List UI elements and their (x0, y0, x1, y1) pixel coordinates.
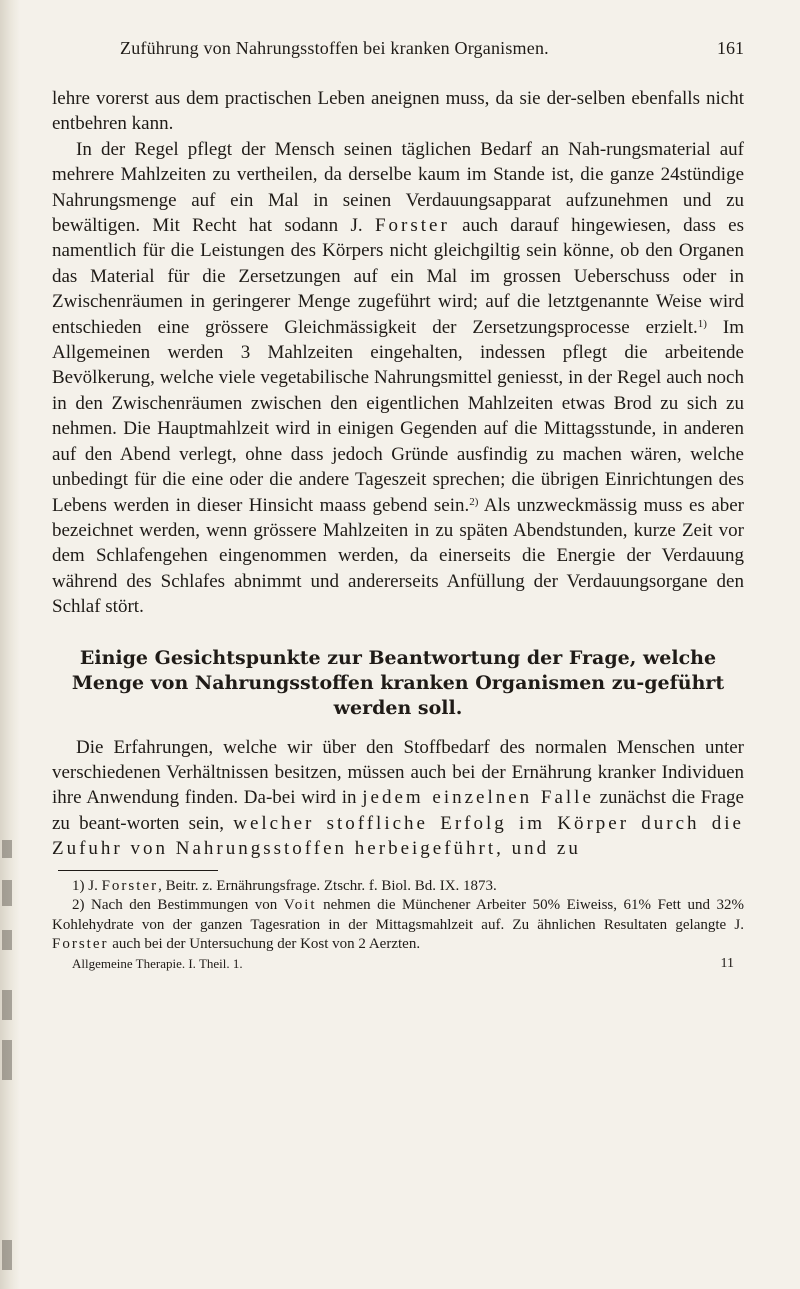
page-number: 161 (717, 38, 744, 58)
footnote-ref-1: 1) (697, 317, 707, 330)
footnote-1-number: 1) (72, 877, 85, 894)
body-text (52, 86, 744, 620)
spine-mark (2, 840, 12, 858)
spaced-emphasis: jedem einzelnen Falle (362, 787, 594, 809)
book-page (52, 38, 744, 976)
spine-mark (2, 930, 12, 950)
page-spine-shadow (0, 0, 20, 1289)
signature-text: Allgemeine Therapie. I. Theil. 1. (72, 955, 243, 971)
spine-mark (2, 1240, 12, 1270)
footnote-2 (52, 896, 744, 955)
paragraph-meals-cont2: Im Allgemeinen werden 3 Mahlzeiten eingehalten, indessen pflegt die arbeitende Bevölkerung, welche viele vegetabilische Nahrungsmittel geniesst, in der Regel auch noch in den Zwischenräumen zwischen den eigentlichen Mahlzeiten etwas Brod zu sich zu nehmen. Die Hauptmahlzeit wird in einigen Gegenden auf die Mittagsstunde, in anderen auf den Abend verlegt, ohne dass jedoch Gründe ausfindig zu machen wären, welche unbedingt für die eine oder die andere Tageszeit sprechen; die übrigen Einrichtungen des Lebens werden in dieser Hinsicht maass gebend sein. (52, 316, 745, 516)
footnote-ref-2: 2) (469, 495, 479, 508)
paragraph-meals-cont3: Als unzweckmässig muss es aber bezeichnet werden, wenn grössere Mahlzeiten in zu späten Abendstunden, kurze Zeit vor dem Schlafengehen eingenommen werden, da einerseits die Energie der Verdauung während des Schlafes abnimmt und andererseits Anfüllung der Verdauungsorgane den Schlaf stört. (52, 494, 744, 618)
footnote-2-number: 2) (72, 897, 85, 914)
spine-mark (2, 880, 12, 906)
signature-sheet-number: 11 (720, 955, 734, 971)
section-heading: Einige Gesichtspunkte zur Beantwortung der Frage, welche Menge von Nahrungsstoffen kranken Organismen zu-geführt werden soll. (71, 646, 725, 719)
paragraph-continuation: lehre vorerst aus dem practischen Leben aneignen muss, da sie der-selben ebenfalls nicht entbehren kann. (52, 88, 744, 135)
footnote-2-text-a: Nach den Bestimmungen von (91, 897, 278, 914)
footnote-1-text: , Beitr. z. Ernährungsfrage. Ztschr. f. Biol. Bd. IX. 1873. (158, 877, 497, 894)
footnote-1-author: Forster (101, 877, 159, 894)
spaced-emphasis-2: welcher stoffliche Erfolg im Körper durch die Zufuhr von Nahrungsstoffen herbeigeführt, und zu (52, 812, 744, 860)
footnote-rule (58, 870, 218, 871)
running-head (52, 38, 744, 72)
paragraph-meals-cont: auch darauf hingewiesen, dass es namentlich für die Leistungen des Körpers nicht gleichgiltig sein könne, ob den Organen das Material für die Zersetzungen auf ein Mal im grossen Ueberschuss oder in Zwischenräumen in geringerer Menge zugeführt wird; auf die letztgenannte Weise wird entschieden eine grössere Gleichmässigkeit der Zersetzungsprocesse erzielt. (52, 215, 744, 338)
paragraph-meals (52, 137, 744, 620)
paragraph-meals-start: In der Regel pflegt der Mensch seinen täglichen Bedarf an Nah-rungsmaterial auf mehrere Mahlzeiten zu vertheilen, da derselbe kaum im Stande ist, die ganze 24stündige Nahrungsmenge auf ein Mal in seinen Verdauungsapparat aufzunehmen und zu bewältigen. Mit Recht hat sodann J. (52, 138, 744, 237)
paragraph-experience-start: Die Erfahrungen, welche wir über den Stoffbedarf des normalen Menschen unter verschiedenen Verhältnissen besitzen, müssen auch bei der Ernährung kranker Individuen ihre Anwendung finden. Da-bei wird in (52, 736, 744, 809)
footnote-2-author2: Forster (52, 936, 109, 953)
printer-signature (52, 956, 744, 976)
spine-mark (2, 1040, 12, 1080)
footnote-2-text-c: auch bei der Untersuchung der Kost von 2 Aerzten. (112, 936, 421, 953)
paragraph-experience-mid: zunächst die Frage zu beant-worten sein, (52, 787, 744, 834)
paragraph-experience (52, 735, 744, 862)
footnotes (52, 877, 744, 955)
footnote-2-text-b: nehmen die Münchener Arbeiter 50% Eiweiss, 61% Fett und 32% Kohlehydrate von der ganzen Tagesration in der Mittagsmahlzeit auf. Zu ähnlichen Resultaten gelangte J. (52, 897, 745, 933)
author-forster: Forster (374, 215, 450, 237)
footnote-1: 1) J. Forster, Beitr. z. Ernährungsfrage. Ztschr. f. Biol. Bd. IX. 1873. (72, 877, 497, 894)
running-title: Zuführung von Nahrungsstoffen bei kranken Organismen. (120, 38, 549, 58)
footnote-2-author: Voit (283, 897, 317, 914)
body-text-section (52, 735, 744, 862)
spine-mark (2, 990, 12, 1020)
